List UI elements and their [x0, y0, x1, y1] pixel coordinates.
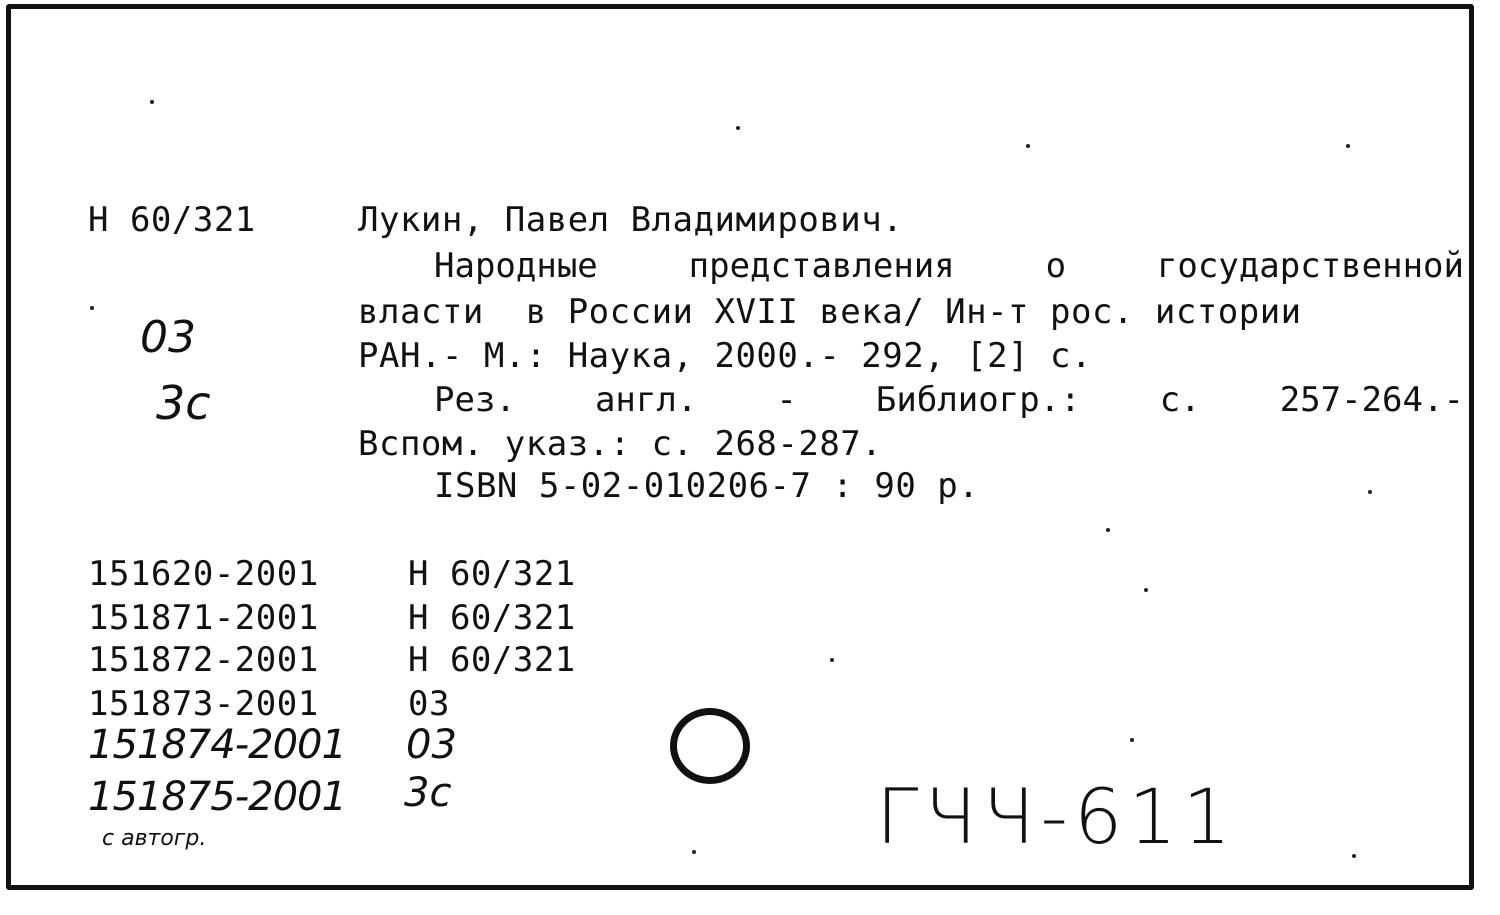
holding-inventory: 151872-2001	[88, 640, 319, 680]
handwritten-code: ГЧЧ-611	[876, 772, 1238, 861]
handwritten-holding-location: 3с	[404, 770, 452, 816]
notes-word: 257-264.-	[1279, 380, 1464, 420]
call-number: Н 60/321	[88, 200, 256, 240]
holding-location: Н 60/321	[408, 598, 576, 638]
holding-location: 03	[408, 684, 450, 724]
handwritten-mark-3c: 3с	[156, 376, 211, 430]
title-word: представления	[688, 246, 955, 286]
scan-speck	[830, 658, 834, 662]
handwritten-holding-location: 03	[406, 722, 457, 768]
scan-speck	[150, 100, 154, 104]
handwritten-mark-03: 03	[140, 312, 196, 363]
title-line-1	[434, 246, 1464, 286]
scan-speck	[1130, 738, 1134, 742]
notes-word: Библиогр.:	[875, 380, 1081, 420]
holding-inventory: 151873-2001	[88, 684, 319, 724]
notes-word: Рез.	[434, 380, 516, 420]
title-word: Народные	[434, 246, 598, 286]
scan-speck	[736, 126, 740, 130]
holding-location: Н 60/321	[408, 640, 576, 680]
autograph-note: с автогр.	[102, 826, 207, 851]
publication-info: РАН.- М.: Наука, 2000.- 292, [2] с.	[358, 336, 1092, 376]
isbn-line: ISBN 5-02-010206-7 : 90 р.	[434, 466, 980, 506]
scan-speck	[1106, 528, 1110, 532]
holding-inventory: 151620-2001	[88, 554, 319, 594]
scan-speck	[1144, 588, 1148, 592]
notes-word: англ.	[594, 380, 698, 420]
author-heading: Лукин, Павел Владимирович.	[358, 200, 904, 240]
notes-line-2: Вспом. указ.: с. 268-287.	[358, 424, 883, 464]
scan-speck	[1026, 144, 1030, 148]
scan-speck	[1368, 490, 1372, 494]
notes-word: с.	[1159, 380, 1201, 420]
scan-speck	[1346, 144, 1350, 148]
notes-word: -	[776, 380, 797, 420]
scan-speck	[692, 850, 696, 854]
notes-line-1	[434, 380, 1464, 420]
holding-inventory: 151871-2001	[88, 598, 319, 638]
handwritten-holding-inventory: 151874-2001	[88, 722, 346, 768]
title-word: о	[1045, 246, 1067, 286]
scan-speck	[90, 306, 94, 310]
circle-stamp	[670, 708, 750, 784]
handwritten-holding-inventory: 151875-2001	[88, 774, 346, 820]
title-line-2: власти в России XVII века/ Ин-т рос. истории	[358, 292, 1302, 332]
title-word: государственной	[1156, 246, 1464, 286]
holding-location: Н 60/321	[408, 554, 576, 594]
scan-speck	[1352, 854, 1356, 858]
